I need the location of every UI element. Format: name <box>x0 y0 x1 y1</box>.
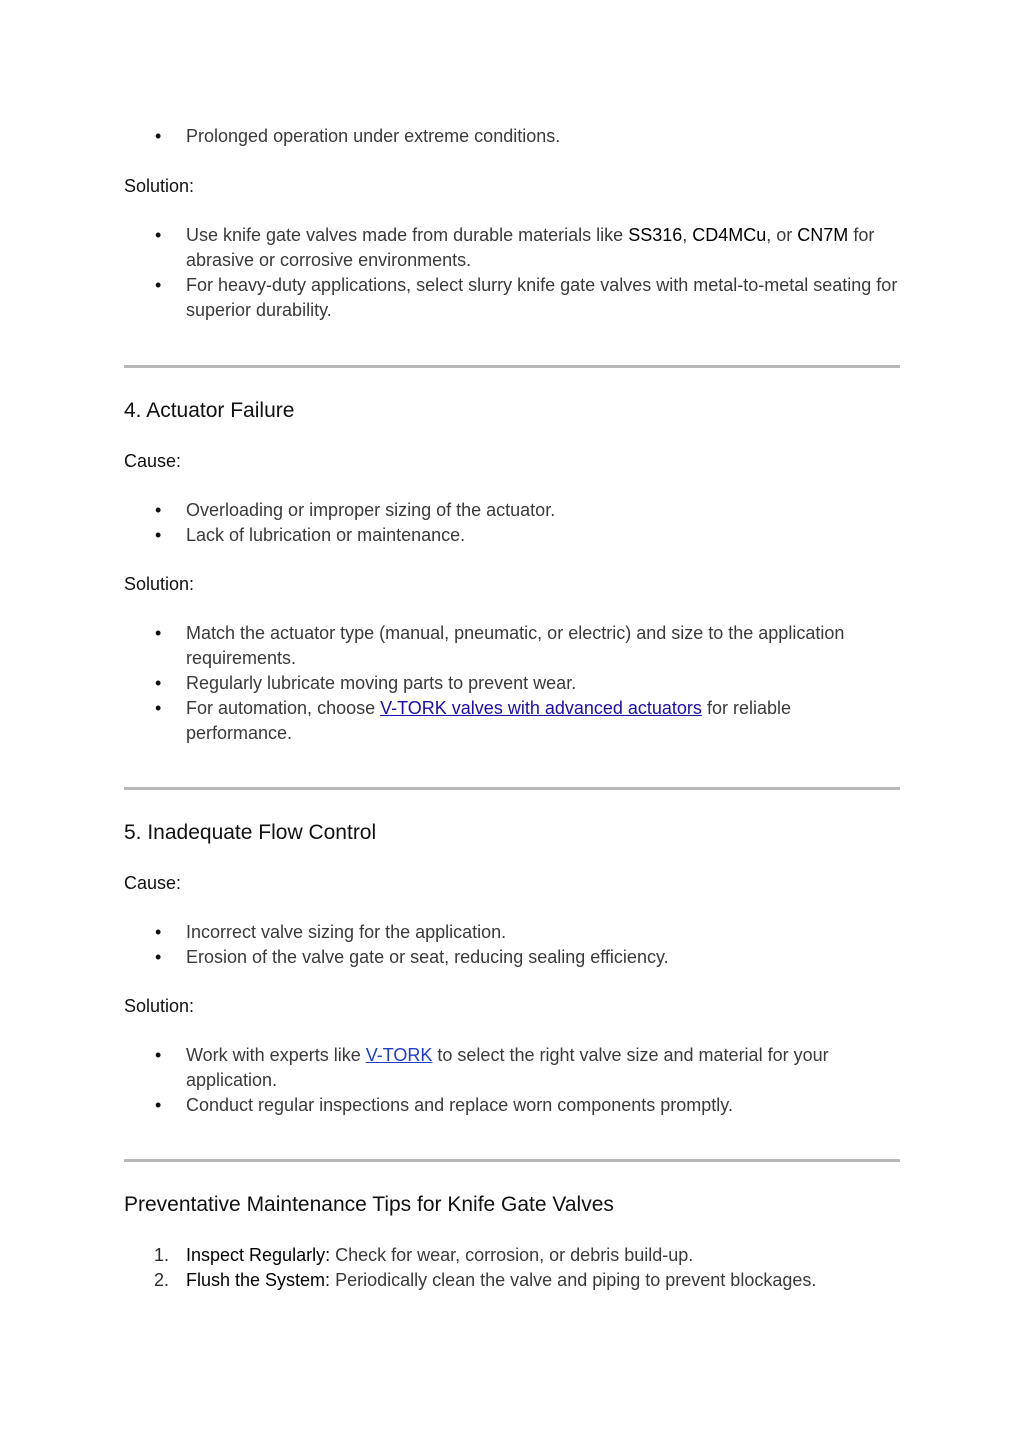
list-item: • Incorrect valve sizing for the application. <box>124 920 900 945</box>
cause-list-continued <box>124 124 900 149</box>
list-item: • Match the actuator type (manual, pneumatic, or electric) and size to the application requirements. <box>155 623 845 668</box>
bullet-icon: • <box>155 673 162 693</box>
solution-list <box>124 1043 900 1118</box>
section-divider <box>124 787 900 790</box>
list-item: • Work with experts like V-TORK to select the right valve size and material for your application. <box>155 1045 829 1090</box>
list-item: 2. Flush the System: Periodically clean the valve and piping to prevent blockages. <box>124 1268 900 1293</box>
material-cd4mcu: CD4MCu <box>692 225 767 245</box>
solution-label: Solution: <box>124 574 195 594</box>
section-divider <box>124 1159 900 1162</box>
section-divider <box>124 365 900 368</box>
bullet-icon: • <box>155 275 162 295</box>
bullet-icon: • <box>155 922 162 942</box>
bullet-icon: • <box>155 126 162 146</box>
solution-label: Solution: <box>124 176 195 196</box>
solution-label: Solution: <box>124 996 195 1016</box>
bullet-icon: • <box>155 500 162 520</box>
solution-list <box>124 621 900 746</box>
bullet-icon: • <box>155 947 162 967</box>
bullet-icon: • <box>155 623 162 643</box>
list-item: • Regularly lubricate moving parts to prevent wear. <box>124 671 900 696</box>
tip-title: Flush the System: <box>186 1270 331 1290</box>
cause-label: Cause: <box>124 451 182 471</box>
solution-list <box>124 223 900 323</box>
bullet-icon: • <box>155 698 162 718</box>
tip-title: Inspect Regularly: <box>186 1245 331 1265</box>
section-heading: 4. Actuator Failure <box>124 399 295 422</box>
cause-list <box>124 920 900 970</box>
bullet-icon: • <box>155 1045 162 1065</box>
list-item: • Use knife gate valves made from durable materials like SS316, CD4MCu, or CN7M for abrasive or corrosive environments. <box>155 225 875 270</box>
section-heading: 5. Inadequate Flow Control <box>124 821 377 844</box>
vtork-actuators-link[interactable]: V-TORK valves with advanced actuators <box>380 698 702 718</box>
document-content <box>124 124 900 1293</box>
list-item: • For heavy-duty applications, select slurry knife gate valves with metal-to-metal seating for superior durability. <box>155 275 898 320</box>
list-item: 1. Inspect Regularly: Check for wear, corrosion, or debris build-up. <box>124 1243 900 1268</box>
list-item: • Prolonged operation under extreme conditions. <box>124 124 900 149</box>
material-ss316: SS316 <box>628 225 683 245</box>
list-item: • Overloading or improper sizing of the actuator. <box>124 498 900 523</box>
list-number: 2. <box>154 1270 170 1290</box>
cause-list <box>124 498 900 548</box>
list-item: • For automation, choose V-TORK valves with advanced actuators for reliable performance. <box>155 698 791 743</box>
list-item: • Erosion of the valve gate or seat, reducing sealing efficiency. <box>124 945 900 970</box>
list-item: • Lack of lubrication or maintenance. <box>124 523 900 548</box>
bullet-icon: • <box>155 1095 162 1115</box>
section-heading: Preventative Maintenance Tips for Knife Gate Valves <box>124 1193 614 1216</box>
material-cn7m: CN7M <box>797 225 849 245</box>
list-item: • Conduct regular inspections and replace worn components promptly. <box>124 1093 900 1118</box>
bullet-icon: • <box>155 225 162 245</box>
cause-label: Cause: <box>124 873 182 893</box>
vtork-link[interactable]: V-TORK <box>365 1045 433 1065</box>
bullet-icon: • <box>155 525 162 545</box>
list-number: 1. <box>154 1245 170 1265</box>
tips-list <box>124 1243 900 1293</box>
